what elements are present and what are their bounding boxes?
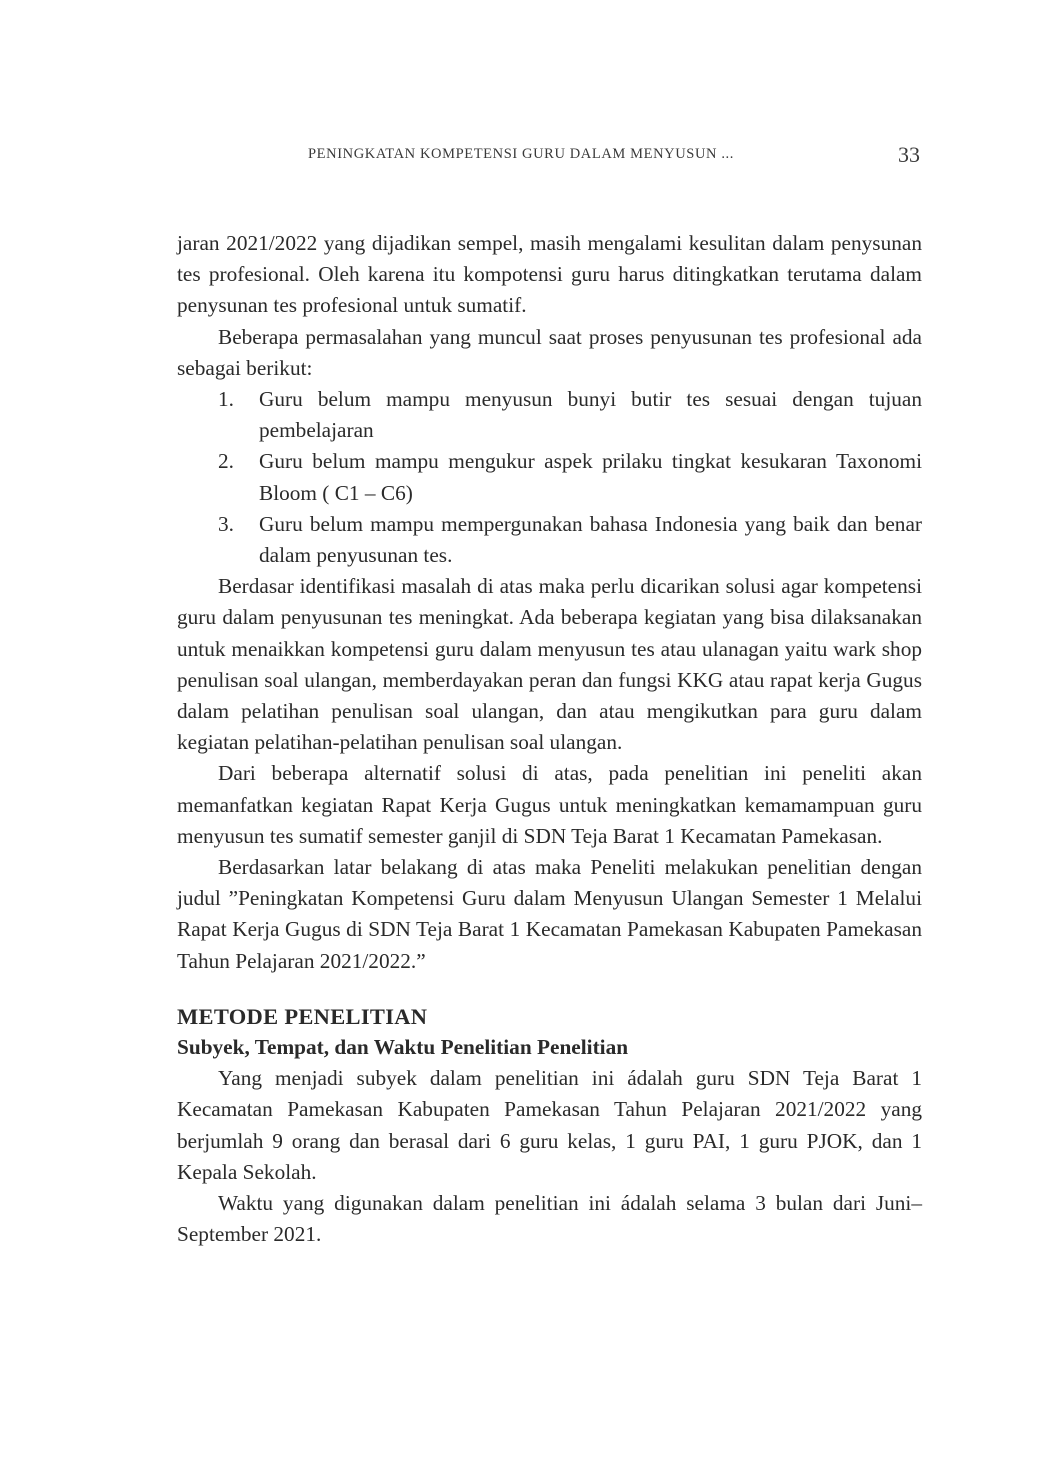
sub-heading: Subyek, Tempat, dan Waktu Penelitian Penelitian <box>177 1035 629 1060</box>
problem-list <box>177 384 922 571</box>
list-item-text: Guru belum mampu menyusun bunyi butir tes sesuai dengan tujuan pembelajaran <box>259 387 922 443</box>
page-body <box>177 228 922 1251</box>
list-item-number: 2. <box>218 449 234 474</box>
paragraph-continuation: jaran 2021/2022 yang dijadikan sempel, masih mengalami kesulitan dalam penysunan tes profesional. Oleh karena itu kompotensi guru harus ditingkatkan terutama dalam penysunan tes profesional untuk sumatif. <box>177 231 922 318</box>
paragraph-alternative: Dari beberapa alternatif solusi di atas, pada penelitian ini peneliti akan memanfatkan kegiatan Rapat Kerja Gugus untuk meningkatkan kemamampuan guru menyusun tes sumatif semester ganjil di SDN Teja Barat 1 Kecamatan Pamekasan. <box>177 761 922 848</box>
page-number: 33 <box>898 142 920 167</box>
paragraph-research-title: Berdasarkan latar belakang di atas maka Peneliti melakukan penelitian dengan judul ”Peningkatan Kompetensi Guru dalam Menyusun Ulangan Semester 1 Melalui Rapat Kerja Gugus di SDN Teja Barat 1 Kecamatan Pamekasan Kabupaten Pamekasan Tahun Pelajaran 2021/2022.” <box>177 855 922 973</box>
list-item <box>177 509 922 571</box>
list-item-number: 1. <box>218 387 234 412</box>
list-item-text: Guru belum mampu mempergunakan bahasa Indonesia yang baik dan benar dalam penyusunan tes. <box>259 511 922 568</box>
paragraph-problems-intro: Beberapa permasalahan yang muncul saat proses penyusunan tes profesional ada sebagai berikut: <box>177 324 922 380</box>
paragraph-subjects: Yang menjadi subyek dalam penelitian ini ádalah guru SDN Teja Barat 1 Kecamatan Pamekasan Kabupaten Pamekasan Tahun Pelajaran 2021/2022 yang berjumlah 9 orang dan berasal dari 6 guru kelas, 1 guru PAI, 1 guru PJOK, dan 1 Kepala Sekolah. <box>177 1066 922 1184</box>
section-heading: METODE PENELITIAN <box>177 1003 428 1029</box>
paragraph-time: Waktu yang digunakan dalam penelitian ini ádalah selama 3 bulan dari Juni–September 2021. <box>177 1191 922 1247</box>
running-title: PENINGKATAN KOMPETENSI GURU DALAM MENYUSUN ... <box>308 146 734 162</box>
list-item-text: Guru belum mampu mengukur aspek prilaku tingkat kesukaran Taxonomi Bloom ( C1 – C6) <box>259 449 922 505</box>
paragraph-solutions: Berdasar identifikasi masalah di atas maka perlu dicarikan solusi agar kompetensi guru dalam penyusunan tes meningkat. Ada beberapa kegiatan yang bisa dilaksanakan untuk menaikkan kompetensi guru dalam menyusun tes atau ulanagan yaitu wark shop penulisan soal ulangan, memberdayakan peran dan fungsi KKG atau rapat kerja Gugus dalam pelatihan penulisan soal ulangan, dan atau mengikutkan para guru dalam kegiatan pelatihan-pelatihan penulisan soal ulangan. <box>177 574 922 755</box>
list-item <box>177 384 922 446</box>
list-item <box>177 446 922 508</box>
list-item-number: 3. <box>218 511 234 536</box>
